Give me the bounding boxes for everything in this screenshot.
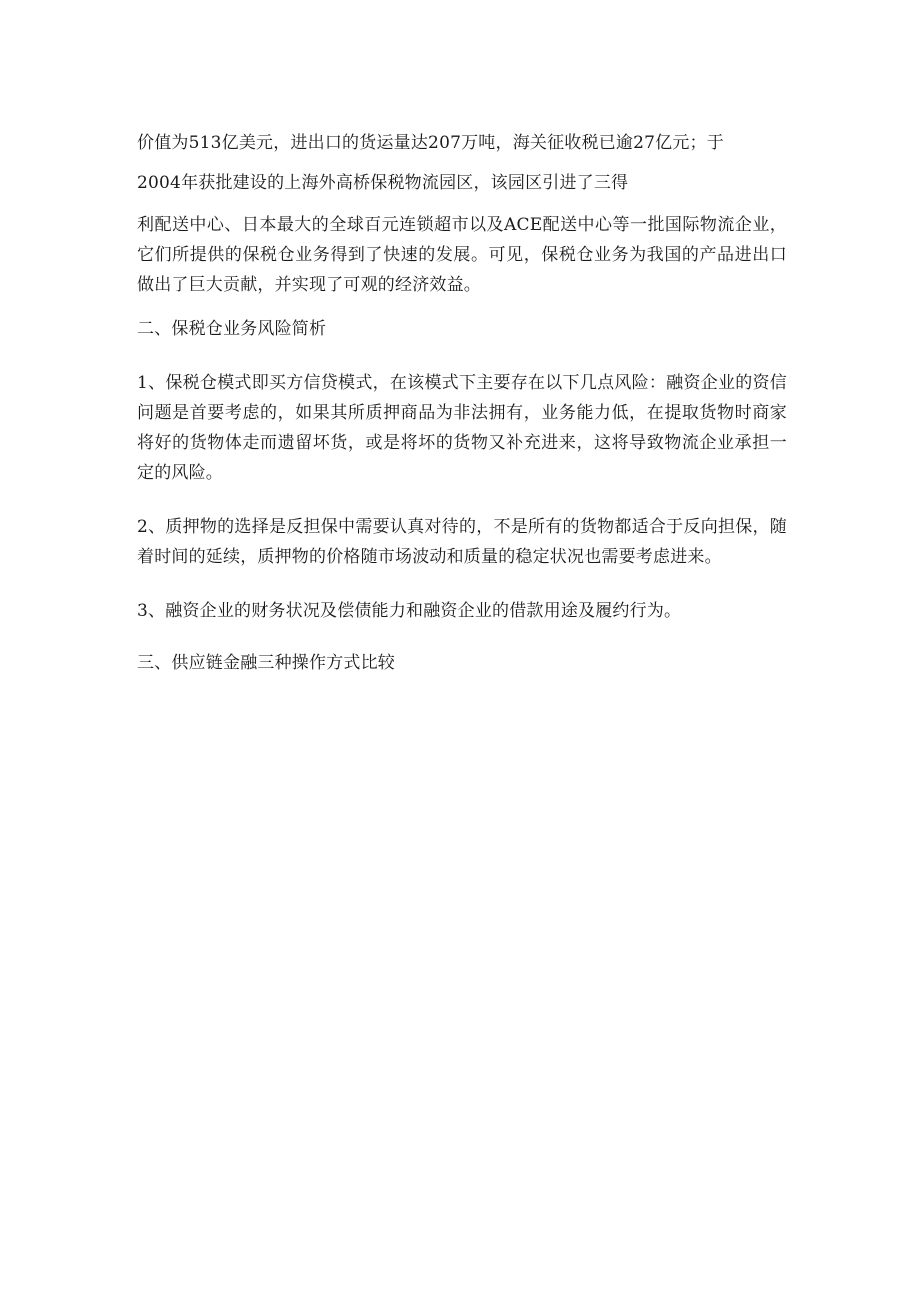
risk-item: 1、保税仓模式即买方信贷模式，在该模式下主要存在以下几点风险：融资企业的资信问题是首要考虑的，如果其所质押商品为非法拥有，业务能力低，在提取货物时商家将好的货物体走而遗留坏货，或是将坏的货物又补充进来，这将导致物流企业承担一定的风险。 — [137, 373, 787, 483]
risk-item: 3、融资企业的财务状况及偿债能力和融资企业的借款用途及履约行为。 — [137, 601, 682, 621]
risk-item: 2、质押物的选择是反担保中需要认真对待的，不是所有的货物都适合于反向担保，随着时间的延续，质押物的价格随市场波动和质量的稳定状况也需要考虑进来。 — [137, 517, 787, 567]
section-heading: 三、供应链金融三种操作方式比较 — [137, 653, 395, 673]
body-paragraph: 利配送中心、日本最大的全球百元连锁超市以及ACE配送中心等一批国际物流企业，它们所提供的保税仓业务得到了快速的发展。可见，保税仓业务为我国的产品进出口做出了巨大贡献，并实现了可观的经济效益。 — [137, 215, 787, 295]
document-body — [137, 128, 787, 678]
section-heading: 二、保税仓业务风险简析 — [137, 319, 327, 339]
body-paragraph: 2004年获批建设的上海外高桥保税物流园区，该园区引进了三得 — [137, 173, 629, 193]
body-paragraph: 价值为513亿美元，进出口的货运量达207万吨，海关征收税已逾27亿元；于 — [137, 133, 724, 153]
